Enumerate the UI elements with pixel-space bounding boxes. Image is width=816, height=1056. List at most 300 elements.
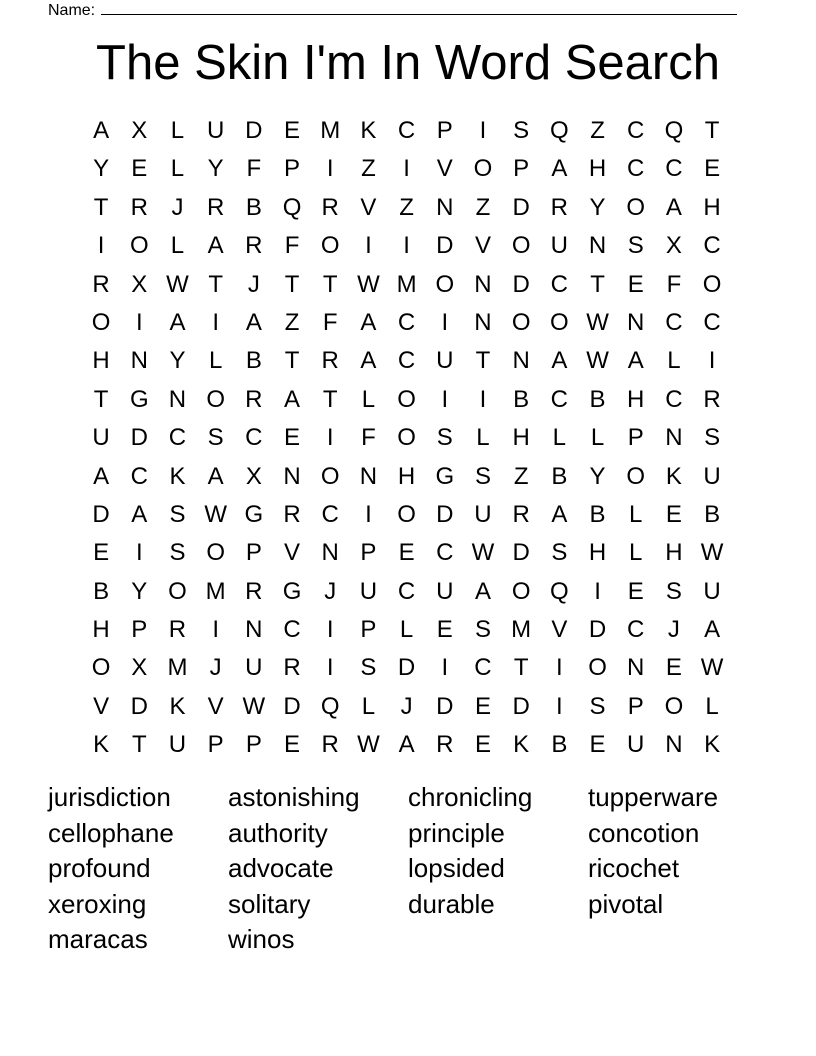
grid-letter: J xyxy=(324,577,337,605)
grid-letter: X xyxy=(665,232,682,260)
grid-letter: Z xyxy=(361,155,376,183)
grid-letter: N xyxy=(283,462,301,490)
grid-letter: A xyxy=(93,117,110,144)
grid-letter: Q xyxy=(282,193,302,221)
grid-letter: D xyxy=(397,654,416,682)
grid-letter: E xyxy=(131,155,148,183)
grid-letter: L xyxy=(399,616,414,644)
grid-letter: O xyxy=(129,232,149,260)
grid-letter: Z xyxy=(590,117,605,144)
grid-letter: B xyxy=(245,193,262,221)
grid-letter: U xyxy=(206,117,225,144)
grid-letter: A xyxy=(551,500,568,528)
grid-letter: P xyxy=(284,155,301,183)
grid-letter: N xyxy=(321,539,339,567)
grid-letter: D xyxy=(436,232,454,260)
grid-letter: N xyxy=(665,424,683,452)
grid-letter: C xyxy=(665,155,683,183)
grid-letter: C xyxy=(245,424,263,452)
grid-letter: C xyxy=(550,385,569,413)
grid-letter: I xyxy=(326,616,334,644)
grid-letter: U xyxy=(550,232,569,260)
grid-letter: O xyxy=(320,462,340,490)
grid-row xyxy=(82,189,732,227)
grid-letter: O xyxy=(91,654,111,682)
grid-letter: B xyxy=(589,500,606,528)
grid-letter: C xyxy=(627,616,645,644)
grid-letter: H xyxy=(588,539,607,567)
grid-letter: O xyxy=(397,500,416,528)
grid-letter: T xyxy=(322,270,338,298)
grid-letter: Q xyxy=(550,117,569,144)
grid-letter: L xyxy=(361,385,376,413)
grid-letter: I xyxy=(135,308,143,336)
grid-letter: F xyxy=(666,270,682,298)
grid-letter: L xyxy=(476,424,490,452)
grid-letter: Y xyxy=(169,347,186,375)
grid-letter: U xyxy=(92,424,110,452)
grid-letter: E xyxy=(627,270,644,298)
grid-letter: G xyxy=(244,500,264,528)
grid-letter: G xyxy=(435,462,455,490)
grid-letter: I xyxy=(556,692,563,720)
grid-row xyxy=(82,649,732,687)
grid-letter: T xyxy=(284,270,300,298)
grid-letter: I xyxy=(326,424,334,452)
grid-letter: E xyxy=(665,500,682,528)
grid-letter: Q xyxy=(550,577,569,605)
grid-letter: E xyxy=(589,731,606,759)
word-list-item: tupperware xyxy=(588,782,719,812)
grid-letter: P xyxy=(360,539,377,567)
word-list-item: concotion xyxy=(588,817,700,848)
grid-letter: N xyxy=(512,347,530,375)
grid-letter: M xyxy=(511,616,532,644)
grid-letter: V xyxy=(360,193,377,221)
grid-letter: K xyxy=(513,731,530,759)
grid-letter: R xyxy=(92,270,110,298)
grid-letter: I xyxy=(365,232,372,260)
grid-letter: R xyxy=(168,616,187,644)
word-list xyxy=(48,780,768,958)
grid-letter: H xyxy=(588,155,607,183)
word-list-item: winos xyxy=(228,924,295,954)
grid-letter: R xyxy=(703,385,721,413)
grid-letter: H xyxy=(627,385,645,413)
grid-letter: C xyxy=(321,500,339,528)
grid-letter: B xyxy=(551,462,568,490)
grid-letter: C xyxy=(130,462,148,490)
grid-letter: J xyxy=(247,270,260,298)
word-list-item: pivotal xyxy=(588,888,664,919)
grid-letter: U xyxy=(703,577,721,605)
grid-letter: R xyxy=(245,385,263,413)
grid-letter: E xyxy=(284,731,301,759)
grid-letter: O xyxy=(626,193,646,221)
grid-letter: O xyxy=(435,270,455,298)
grid-letter: O xyxy=(511,232,531,260)
grid-letter: S xyxy=(360,654,377,682)
grid-letter: S xyxy=(169,539,186,567)
grid-letter: P xyxy=(436,117,453,144)
word-list-item: principle xyxy=(408,817,505,848)
grid-letter: A xyxy=(207,462,224,490)
grid-letter: U xyxy=(627,731,645,759)
grid-row xyxy=(82,304,732,342)
grid-letter: M xyxy=(167,654,188,682)
grid-letter: I xyxy=(441,385,449,413)
grid-letter: E xyxy=(665,654,682,682)
grid-letter: G xyxy=(129,385,149,413)
grid-letter: I xyxy=(403,232,410,260)
grid-letter: C xyxy=(397,347,416,375)
grid-letter: D xyxy=(92,500,110,528)
grid-letter: I xyxy=(479,385,487,413)
grid-letter: N xyxy=(588,232,607,260)
grid-letter: O xyxy=(550,308,569,336)
grid-letter: T xyxy=(131,731,147,759)
grid-letter: Q xyxy=(320,692,340,720)
grid-letter: H xyxy=(665,539,683,567)
grid-letter: U xyxy=(703,462,721,490)
grid-letter: T xyxy=(93,193,109,221)
grid-letter: R xyxy=(321,193,339,221)
grid-letter: D xyxy=(512,692,530,720)
grid-letter: B xyxy=(704,500,721,528)
grid-letter: A xyxy=(207,232,224,260)
grid-letter: K xyxy=(665,462,682,490)
grid-letter: L xyxy=(552,424,567,452)
grid-letter: V xyxy=(93,692,110,720)
grid-letter: K xyxy=(704,731,721,759)
grid-letter: L xyxy=(667,347,681,375)
word-list-item: xeroxing xyxy=(48,888,147,919)
grid-letter: W xyxy=(357,731,380,759)
grid-row xyxy=(82,726,732,764)
grid-letter: I xyxy=(365,500,372,528)
grid-letter: R xyxy=(245,232,263,260)
grid-letter: D xyxy=(436,692,454,720)
grid-letter: E xyxy=(627,577,644,605)
grid-letter: C xyxy=(627,117,645,144)
grid-letter: Y xyxy=(207,155,224,183)
word-list-item: maracas xyxy=(48,924,148,954)
grid-letter: V xyxy=(551,616,568,644)
grid-letter: W xyxy=(166,270,189,298)
grid-letter: S xyxy=(627,232,644,260)
grid-letter: O xyxy=(473,155,493,183)
grid-letter: R xyxy=(550,193,569,221)
grid-row xyxy=(82,342,732,380)
grid-letter: Z xyxy=(475,193,491,221)
name-field xyxy=(48,0,737,20)
grid-letter: G xyxy=(282,577,302,605)
grid-letter: S xyxy=(551,539,568,567)
grid-letter: T xyxy=(475,347,491,375)
grid-letter: O xyxy=(91,308,111,336)
grid-letter: K xyxy=(93,731,110,759)
grid-letter: I xyxy=(403,155,410,183)
grid-letter: E xyxy=(474,692,491,720)
grid-letter: J xyxy=(400,692,413,720)
grid-letter: E xyxy=(398,539,415,567)
grid-letter: S xyxy=(474,462,491,490)
grid-letter: N xyxy=(627,654,645,682)
grid-letter: W xyxy=(242,692,266,720)
grid-letter: O xyxy=(397,424,416,452)
grid-letter: M xyxy=(320,117,341,144)
grid-letter: L xyxy=(170,155,185,183)
grid-letter: A xyxy=(169,308,186,336)
grid-letter: U xyxy=(436,347,454,375)
grid-letter: C xyxy=(436,539,454,567)
grid-letter: B xyxy=(93,577,110,605)
grid-letter: I xyxy=(326,654,334,682)
grid-letter: K xyxy=(169,692,186,720)
grid-letter: T xyxy=(513,654,529,682)
grid-letter: V xyxy=(207,692,224,720)
grid-letter: I xyxy=(326,155,334,183)
grid-letter: R xyxy=(512,500,530,528)
grid-letter: U xyxy=(474,500,492,528)
grid-letter: I xyxy=(708,347,716,375)
word-list-item: astonishing xyxy=(228,782,360,812)
grid-letter: C xyxy=(474,654,492,682)
grid-letter: E xyxy=(436,616,453,644)
word-list-item: jurisdiction xyxy=(48,782,171,812)
grid-letter: C xyxy=(665,385,683,413)
grid-letter: T xyxy=(93,385,109,413)
grid-row xyxy=(82,688,732,726)
grid-letter: X xyxy=(131,117,148,144)
grid-letter: C xyxy=(168,424,187,452)
grid-letter: X xyxy=(131,654,148,682)
grid-letter: S xyxy=(704,424,721,452)
grid-letter: Y xyxy=(131,577,148,605)
grid-letter: S xyxy=(665,577,682,605)
grid-letter: A xyxy=(474,577,491,605)
grid-letter: L xyxy=(590,424,605,452)
grid-letter: R xyxy=(283,500,301,528)
grid-letter: A xyxy=(551,347,568,375)
grid-letter: C xyxy=(703,308,721,336)
grid-letter: F xyxy=(284,232,300,260)
grid-letter: N xyxy=(168,385,187,413)
grid-letter: I xyxy=(212,616,219,644)
grid-letter: P xyxy=(627,424,644,452)
grid-letter: L xyxy=(629,539,643,567)
grid-letter: W xyxy=(586,308,609,336)
grid-row xyxy=(82,611,732,649)
grid-letter: S xyxy=(589,692,606,720)
grid-letter: F xyxy=(361,424,376,452)
grid-letter: Q xyxy=(664,117,684,144)
grid-letter: Z xyxy=(284,308,300,336)
grid-letter: F xyxy=(322,308,338,336)
grid-letter: N xyxy=(130,347,148,375)
grid-letter: V xyxy=(284,539,301,567)
grid-letter: A xyxy=(360,308,377,336)
grid-letter: B xyxy=(245,347,262,375)
grid-letter: I xyxy=(556,654,563,682)
grid-letter: C xyxy=(703,232,721,260)
grid-letter: D xyxy=(436,500,454,528)
grid-letter: D xyxy=(130,692,148,720)
grid-letter: M xyxy=(396,270,417,298)
grid-letter: Z xyxy=(513,462,529,490)
grid-letter: A xyxy=(665,193,682,221)
grid-letter: U xyxy=(359,577,378,605)
grid-letter: R xyxy=(321,731,339,759)
grid-letter: Y xyxy=(589,193,606,221)
grid-letter: C xyxy=(397,117,416,144)
grid-letter: L xyxy=(629,500,643,528)
word-list-item: solitary xyxy=(228,888,311,919)
grid-letter: O xyxy=(168,577,187,605)
grid-letter: L xyxy=(170,232,185,260)
word-list-item: profound xyxy=(48,853,151,883)
word-list-item: chronicling xyxy=(408,782,533,812)
grid-letter: A xyxy=(131,500,148,528)
grid-letter: A xyxy=(93,462,110,490)
word-list-item: lopsided xyxy=(408,853,505,883)
letter-grid xyxy=(82,112,732,765)
grid-letter: P xyxy=(245,731,262,759)
grid-letter: A xyxy=(284,385,301,413)
grid-letter: A xyxy=(360,347,377,375)
grid-row xyxy=(82,419,732,457)
grid-row xyxy=(82,150,732,188)
grid-letter: S xyxy=(474,616,491,644)
grid-letter: L xyxy=(208,347,223,375)
grid-letter: O xyxy=(397,385,416,413)
grid-letter: O xyxy=(511,577,531,605)
grid-letter: P xyxy=(131,616,148,644)
grid-letter: K xyxy=(360,117,377,144)
grid-letter: S xyxy=(169,500,186,528)
grid-letter: N xyxy=(474,308,492,336)
grid-letter: H xyxy=(703,193,721,221)
grid-letter: D xyxy=(245,117,263,144)
grid-letter: N xyxy=(665,731,683,759)
grid-letter: C xyxy=(627,155,645,183)
grid-letter: J xyxy=(667,616,680,644)
grid-letter: E xyxy=(284,424,301,452)
grid-letter: I xyxy=(135,539,143,567)
grid-letter: V xyxy=(436,155,453,183)
grid-letter: E xyxy=(474,731,491,759)
grid-letter: R xyxy=(130,193,148,221)
grid-letter: O xyxy=(702,270,722,298)
grid-letter: I xyxy=(97,232,105,260)
grid-letter: C xyxy=(397,308,416,336)
grid-letter: N xyxy=(359,462,378,490)
grid-letter: E xyxy=(93,539,110,567)
grid-letter: N xyxy=(436,193,454,221)
grid-letter: S xyxy=(436,424,453,452)
grid-letter: R xyxy=(283,654,301,682)
grid-letter: R xyxy=(245,577,263,605)
grid-letter: U xyxy=(436,577,454,605)
grid-letter: M xyxy=(205,577,226,605)
grid-letter: A xyxy=(551,155,568,183)
grid-letter: J xyxy=(171,193,184,221)
grid-letter: R xyxy=(321,347,339,375)
grid-letter: O xyxy=(206,385,225,413)
grid-letter: C xyxy=(283,616,301,644)
grid-letter: F xyxy=(246,155,262,183)
grid-row xyxy=(82,266,732,304)
grid-letter: R xyxy=(206,193,225,221)
grid-letter: O xyxy=(664,692,684,720)
grid-letter: V xyxy=(474,232,491,260)
grid-letter: R xyxy=(436,731,454,759)
grid-letter: U xyxy=(245,654,263,682)
grid-row xyxy=(82,381,732,419)
page-title: The Skin I'm In Word Search xyxy=(96,36,720,90)
grid-letter: T xyxy=(704,117,720,144)
grid-letter: A xyxy=(398,731,415,759)
grid-letter: A xyxy=(704,616,721,644)
grid-letter: W xyxy=(586,347,609,375)
grid-letter: P xyxy=(513,155,530,183)
grid-row xyxy=(82,496,732,534)
grid-row xyxy=(82,458,732,496)
grid-letter: H xyxy=(512,424,530,452)
grid-letter: D xyxy=(283,692,301,720)
grid-letter: E xyxy=(704,155,721,183)
grid-letter: C xyxy=(550,270,569,298)
grid-letter: N xyxy=(627,308,645,336)
word-list-item: ricochet xyxy=(588,853,680,883)
grid-row xyxy=(82,112,732,150)
grid-letter: Y xyxy=(93,155,110,183)
grid-letter: T xyxy=(322,385,338,413)
grid-letter: S xyxy=(207,424,224,452)
grid-letter: B xyxy=(551,731,568,759)
grid-letter: J xyxy=(209,654,222,682)
grid-letter: A xyxy=(627,347,644,375)
grid-row xyxy=(82,534,732,572)
grid-letter: N xyxy=(245,616,263,644)
word-list-item: advocate xyxy=(228,853,334,883)
grid-letter: L xyxy=(705,692,719,720)
grid-letter: U xyxy=(168,731,187,759)
grid-letter: X xyxy=(131,270,148,298)
name-blank-line xyxy=(101,0,737,15)
grid-letter: P xyxy=(207,731,224,759)
grid-letter: D xyxy=(512,539,530,567)
grid-row xyxy=(82,573,732,611)
grid-letter: T xyxy=(208,270,223,298)
grid-letter: W xyxy=(700,539,724,567)
grid-letter: W xyxy=(471,539,495,567)
grid-row xyxy=(82,227,732,265)
grid-letter: H xyxy=(397,462,416,490)
grid-letter: E xyxy=(284,117,301,144)
grid-letter: D xyxy=(512,193,530,221)
grid-letter: I xyxy=(212,308,219,336)
grid-letter: O xyxy=(588,654,607,682)
name-label: Name: xyxy=(48,2,96,19)
grid-letter: I xyxy=(441,654,449,682)
grid-letter: I xyxy=(441,308,449,336)
grid-letter: W xyxy=(204,500,227,528)
grid-letter: N xyxy=(474,270,492,298)
grid-letter: T xyxy=(284,347,300,375)
grid-letter: H xyxy=(92,616,110,644)
word-list-item: durable xyxy=(408,888,495,919)
